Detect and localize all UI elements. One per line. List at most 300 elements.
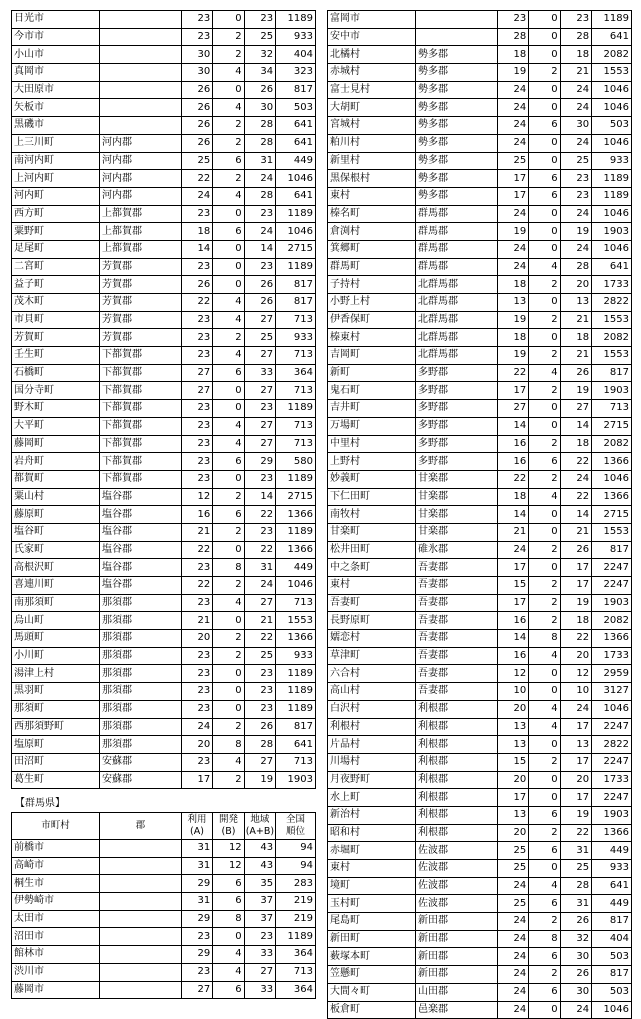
table-row: [12, 258, 316, 276]
national-rank-cell: 1189: [276, 523, 316, 541]
county-cell: 勢多郡: [416, 64, 498, 82]
table-row: [328, 736, 632, 754]
national-rank-cell: 503: [592, 117, 632, 135]
region-cell: 21: [560, 523, 591, 541]
county-cell: 塩谷郡: [100, 577, 182, 595]
municipality-cell: 黒羽町: [12, 683, 100, 701]
table-row: [328, 453, 632, 471]
county-cell: 勢多郡: [416, 152, 498, 170]
county-cell: 群馬郡: [416, 258, 498, 276]
region-cell: 17: [560, 789, 591, 807]
national-rank-cell: 817: [276, 276, 316, 294]
county-cell: 河内郡: [100, 134, 182, 152]
county-cell: 吾妻郡: [416, 683, 498, 701]
development-cell: 6: [529, 842, 560, 860]
municipality-cell: 湯津上村: [12, 665, 100, 683]
region-cell: 27: [244, 311, 275, 329]
header-usage: 利用 (A): [181, 813, 212, 840]
table-row: [328, 683, 632, 701]
table-row: [328, 311, 632, 329]
national-rank-cell: 1903: [592, 806, 632, 824]
table-row: [12, 647, 316, 665]
national-rank-cell: 933: [276, 28, 316, 46]
table-row: [328, 930, 632, 948]
usage-cell: 24: [497, 99, 528, 117]
table-row: [328, 541, 632, 559]
national-rank-cell: 713: [276, 753, 316, 771]
municipality-cell: 赤城村: [328, 64, 416, 82]
municipality-cell: 白沢村: [328, 700, 416, 718]
national-rank-cell: 219: [276, 893, 316, 911]
national-rank-cell: 1046: [592, 99, 632, 117]
region-cell: 22: [560, 630, 591, 648]
national-rank-cell: 1553: [592, 64, 632, 82]
usage-cell: 23: [181, 700, 212, 718]
region-cell: 26: [560, 364, 591, 382]
development-cell: 0: [529, 506, 560, 524]
table-row: [12, 28, 316, 46]
county-cell: 北群馬郡: [416, 294, 498, 312]
development-cell: 2: [529, 753, 560, 771]
county-cell: 下都賀郡: [100, 364, 182, 382]
usage-cell: 24: [497, 983, 528, 1001]
table-row: [328, 488, 632, 506]
usage-cell: 24: [497, 134, 528, 152]
usage-cell: 23: [181, 435, 212, 453]
municipality-cell: 田沼町: [12, 753, 100, 771]
usage-cell: 19: [497, 347, 528, 365]
usage-cell: 29: [181, 910, 212, 928]
county-cell: 甘楽郡: [416, 506, 498, 524]
development-cell: 4: [529, 700, 560, 718]
county-cell: [100, 981, 182, 999]
county-cell: 利根郡: [416, 806, 498, 824]
municipality-cell: 高山村: [328, 683, 416, 701]
national-rank-cell: 817: [276, 81, 316, 99]
development-cell: 0: [213, 258, 244, 276]
national-rank-cell: 713: [276, 963, 316, 981]
usage-cell: 13: [497, 736, 528, 754]
region-cell: 18: [560, 612, 591, 630]
county-cell: [100, 840, 182, 858]
county-cell: 利根郡: [416, 700, 498, 718]
development-cell: 2: [529, 824, 560, 842]
usage-cell: 26: [181, 99, 212, 117]
usage-cell: 20: [497, 824, 528, 842]
county-cell: [416, 11, 498, 29]
region-cell: 21: [560, 64, 591, 82]
development-cell: 6: [529, 983, 560, 1001]
usage-cell: 22: [181, 577, 212, 595]
county-cell: 利根郡: [416, 771, 498, 789]
national-rank-cell: 1733: [592, 276, 632, 294]
county-cell: 佐波郡: [416, 860, 498, 878]
county-cell: 那須郡: [100, 612, 182, 630]
national-rank-cell: 1189: [592, 170, 632, 188]
table-row: [12, 577, 316, 595]
table-row: [12, 11, 316, 29]
usage-cell: 26: [181, 81, 212, 99]
municipality-cell: 南河内町: [12, 152, 100, 170]
header-municipality: 市町村: [12, 813, 100, 840]
usage-cell: 17: [181, 771, 212, 789]
development-cell: 4: [213, 946, 244, 964]
region-cell: 34: [244, 64, 275, 82]
usage-cell: 18: [181, 223, 212, 241]
development-cell: 0: [529, 417, 560, 435]
table-row: [328, 417, 632, 435]
development-cell: 4: [213, 99, 244, 117]
development-cell: 2: [529, 913, 560, 931]
usage-cell: 16: [497, 453, 528, 471]
municipality-cell: 高根沢町: [12, 559, 100, 577]
usage-cell: 30: [181, 64, 212, 82]
county-cell: 利根郡: [416, 718, 498, 736]
municipality-cell: 月夜野町: [328, 771, 416, 789]
county-cell: 甘楽郡: [416, 523, 498, 541]
national-rank-cell: 641: [592, 258, 632, 276]
municipality-cell: 中之条町: [328, 559, 416, 577]
municipality-cell: 日光市: [12, 11, 100, 29]
county-cell: 那須郡: [100, 683, 182, 701]
national-rank-cell: 1553: [592, 523, 632, 541]
region-cell: 27: [244, 435, 275, 453]
table-row: [12, 294, 316, 312]
region-cell: 27: [244, 347, 275, 365]
county-cell: [100, 857, 182, 875]
municipality-cell: 利根村: [328, 718, 416, 736]
region-cell: 23: [244, 928, 275, 946]
county-cell: 利根郡: [416, 789, 498, 807]
region-cell: 28: [244, 187, 275, 205]
usage-cell: 23: [181, 400, 212, 418]
region-cell: 31: [560, 842, 591, 860]
usage-cell: 25: [497, 860, 528, 878]
national-rank-cell: 449: [592, 842, 632, 860]
national-rank-cell: 1733: [592, 647, 632, 665]
table-row: [328, 806, 632, 824]
gunma-heading: 【群馬県】: [15, 798, 65, 809]
development-cell: 4: [213, 347, 244, 365]
national-rank-cell: 1189: [592, 187, 632, 205]
national-rank-cell: 2247: [592, 559, 632, 577]
municipality-cell: 野木町: [12, 400, 100, 418]
municipality-cell: 館林市: [12, 946, 100, 964]
municipality-cell: 松井田町: [328, 541, 416, 559]
region-cell: 23: [244, 683, 275, 701]
table-row: [328, 187, 632, 205]
gunma-table-body: [12, 840, 316, 999]
development-cell: 4: [213, 294, 244, 312]
table-row: [328, 64, 632, 82]
county-cell: 塩谷郡: [100, 559, 182, 577]
development-cell: 8: [213, 910, 244, 928]
municipality-cell: 烏山町: [12, 612, 100, 630]
municipality-cell: 倉渕村: [328, 223, 416, 241]
county-cell: 上都賀郡: [100, 205, 182, 223]
region-cell: 26: [244, 294, 275, 312]
county-cell: 芳賀郡: [100, 329, 182, 347]
table-row: [12, 46, 316, 64]
county-cell: 下都賀郡: [100, 382, 182, 400]
table-row: [12, 893, 316, 911]
national-rank-cell: 641: [276, 134, 316, 152]
region-cell: 23: [244, 523, 275, 541]
county-cell: 那須郡: [100, 647, 182, 665]
usage-cell: 21: [497, 523, 528, 541]
national-rank-cell: 641: [592, 877, 632, 895]
region-cell: 23: [244, 400, 275, 418]
development-cell: 2: [529, 541, 560, 559]
usage-cell: 24: [181, 187, 212, 205]
national-rank-cell: 817: [276, 294, 316, 312]
table-row: [12, 311, 316, 329]
region-cell: 31: [560, 895, 591, 913]
development-cell: 12: [213, 840, 244, 858]
development-cell: 0: [213, 205, 244, 223]
region-cell: 26: [560, 541, 591, 559]
development-cell: 2: [529, 64, 560, 82]
development-cell: 6: [213, 875, 244, 893]
municipality-cell: 玉村町: [328, 895, 416, 913]
county-cell: 那須郡: [100, 736, 182, 754]
table-row: [12, 946, 316, 964]
national-rank-cell: 503: [592, 948, 632, 966]
development-cell: 4: [529, 647, 560, 665]
region-cell: 28: [244, 134, 275, 152]
region-cell: 24: [244, 170, 275, 188]
municipality-cell: 上河内町: [12, 170, 100, 188]
municipality-cell: 高崎市: [12, 857, 100, 875]
national-rank-cell: 1903: [592, 382, 632, 400]
county-cell: 北群馬郡: [416, 276, 498, 294]
table-row: [328, 329, 632, 347]
municipality-cell: 小山市: [12, 46, 100, 64]
table-row: [12, 594, 316, 612]
usage-cell: 23: [181, 311, 212, 329]
county-cell: 新田郡: [416, 948, 498, 966]
county-cell: [100, 928, 182, 946]
development-cell: 0: [529, 329, 560, 347]
national-rank-cell: 580: [276, 453, 316, 471]
usage-cell: 15: [497, 577, 528, 595]
region-cell: 28: [560, 258, 591, 276]
county-cell: [100, 99, 182, 117]
county-cell: [100, 28, 182, 46]
municipality-cell: 榛東村: [328, 329, 416, 347]
region-cell: 24: [244, 223, 275, 241]
county-cell: [100, 946, 182, 964]
municipality-cell: 北橘村: [328, 46, 416, 64]
region-cell: 27: [244, 963, 275, 981]
municipality-cell: 六合村: [328, 665, 416, 683]
development-cell: 0: [529, 771, 560, 789]
usage-cell: 20: [497, 771, 528, 789]
region-cell: 22: [244, 506, 275, 524]
header-county: 郡: [100, 813, 182, 840]
national-rank-cell: 2247: [592, 789, 632, 807]
usage-cell: 19: [497, 223, 528, 241]
municipality-cell: 市貝町: [12, 311, 100, 329]
usage-cell: 24: [497, 948, 528, 966]
region-cell: 18: [560, 435, 591, 453]
national-rank-cell: 1046: [592, 240, 632, 258]
usage-cell: 27: [181, 981, 212, 999]
development-cell: 0: [529, 523, 560, 541]
municipality-cell: 藤原町: [12, 506, 100, 524]
county-cell: 勢多郡: [416, 117, 498, 135]
region-cell: 25: [244, 28, 275, 46]
region-cell: 24: [560, 134, 591, 152]
county-cell: [100, 117, 182, 135]
development-cell: 4: [213, 753, 244, 771]
usage-cell: 17: [497, 382, 528, 400]
usage-cell: 25: [497, 842, 528, 860]
table-row: [12, 382, 316, 400]
table-row: [12, 187, 316, 205]
usage-cell: 19: [497, 64, 528, 82]
national-rank-cell: 449: [592, 895, 632, 913]
municipality-cell: 塩原町: [12, 736, 100, 754]
development-cell: 2: [213, 647, 244, 665]
municipality-cell: 真岡市: [12, 64, 100, 82]
table-row: [328, 647, 632, 665]
table-row: [12, 400, 316, 418]
county-cell: [100, 875, 182, 893]
county-cell: 北群馬郡: [416, 329, 498, 347]
table-row: [328, 718, 632, 736]
county-cell: 利根郡: [416, 753, 498, 771]
usage-cell: 24: [497, 81, 528, 99]
municipality-cell: 黒磯市: [12, 117, 100, 135]
development-cell: 2: [529, 347, 560, 365]
county-cell: 吾妻郡: [416, 647, 498, 665]
development-cell: 4: [213, 187, 244, 205]
table-row: [328, 117, 632, 135]
table-row: [328, 276, 632, 294]
region-cell: 22: [560, 824, 591, 842]
municipality-cell: 喜連川町: [12, 577, 100, 595]
county-cell: 塩谷郡: [100, 488, 182, 506]
county-cell: 群馬郡: [416, 205, 498, 223]
national-rank-cell: 1046: [592, 81, 632, 99]
national-rank-cell: 933: [276, 329, 316, 347]
development-cell: 2: [213, 577, 244, 595]
region-cell: 26: [244, 276, 275, 294]
region-cell: 27: [560, 400, 591, 418]
usage-cell: 24: [497, 205, 528, 223]
region-cell: 21: [244, 612, 275, 630]
county-cell: [100, 11, 182, 29]
county-cell: 芳賀郡: [100, 311, 182, 329]
usage-cell: 26: [181, 117, 212, 135]
development-cell: 2: [213, 28, 244, 46]
development-cell: 0: [529, 28, 560, 46]
municipality-cell: 片品村: [328, 736, 416, 754]
header-national-rank: 全国 順位: [276, 813, 316, 840]
municipality-cell: 葛生町: [12, 771, 100, 789]
county-cell: 那須郡: [100, 665, 182, 683]
region-cell: 24: [560, 205, 591, 223]
national-rank-cell: 283: [276, 875, 316, 893]
table-row: [12, 700, 316, 718]
national-rank-cell: 2822: [592, 294, 632, 312]
usage-cell: 24: [497, 930, 528, 948]
development-cell: 2: [529, 594, 560, 612]
table-row: [12, 910, 316, 928]
table-row: [328, 789, 632, 807]
county-cell: 多野郡: [416, 382, 498, 400]
development-cell: 2: [213, 488, 244, 506]
municipality-cell: 境町: [328, 877, 416, 895]
region-cell: 30: [560, 117, 591, 135]
usage-cell: 22: [497, 470, 528, 488]
usage-cell: 23: [181, 347, 212, 365]
table-row: [12, 81, 316, 99]
national-rank-cell: 817: [592, 913, 632, 931]
municipality-cell: 大胡町: [328, 99, 416, 117]
national-rank-cell: 1189: [276, 400, 316, 418]
region-cell: 27: [244, 753, 275, 771]
region-cell: 19: [244, 771, 275, 789]
region-cell: 13: [560, 294, 591, 312]
usage-cell: 24: [497, 913, 528, 931]
right-table: [327, 10, 632, 1019]
region-cell: 25: [560, 860, 591, 878]
municipality-cell: 粕川村: [328, 134, 416, 152]
county-cell: 新田郡: [416, 913, 498, 931]
county-cell: 山田郡: [416, 983, 498, 1001]
municipality-cell: 南那須町: [12, 594, 100, 612]
national-rank-cell: 2715: [592, 506, 632, 524]
municipality-cell: 群馬町: [328, 258, 416, 276]
county-cell: 勢多郡: [416, 170, 498, 188]
development-cell: 8: [213, 736, 244, 754]
national-rank-cell: 1366: [592, 630, 632, 648]
municipality-cell: 赤堀町: [328, 842, 416, 860]
county-cell: 勢多郡: [416, 187, 498, 205]
table-row: [12, 470, 316, 488]
municipality-cell: 前橋市: [12, 840, 100, 858]
development-cell: 6: [213, 981, 244, 999]
usage-cell: 23: [181, 928, 212, 946]
county-cell: 吾妻郡: [416, 577, 498, 595]
table-row: [328, 665, 632, 683]
table-row: [328, 771, 632, 789]
development-cell: 6: [529, 170, 560, 188]
municipality-cell: 下仁田町: [328, 488, 416, 506]
county-cell: 吾妻郡: [416, 594, 498, 612]
usage-cell: 27: [497, 400, 528, 418]
development-cell: 4: [213, 417, 244, 435]
county-cell: 甘楽郡: [416, 488, 498, 506]
county-cell: 多野郡: [416, 364, 498, 382]
municipality-cell: 桐生市: [12, 875, 100, 893]
national-rank-cell: 503: [592, 983, 632, 1001]
usage-cell: 24: [497, 966, 528, 984]
region-cell: 23: [560, 170, 591, 188]
national-rank-cell: 94: [276, 840, 316, 858]
municipality-cell: 長野原町: [328, 612, 416, 630]
county-cell: 新田郡: [416, 966, 498, 984]
table-row: [12, 134, 316, 152]
region-cell: 37: [244, 910, 275, 928]
national-rank-cell: 817: [592, 541, 632, 559]
national-rank-cell: 1189: [276, 683, 316, 701]
region-cell: 23: [560, 11, 591, 29]
national-rank-cell: 2082: [592, 46, 632, 64]
region-cell: 22: [244, 630, 275, 648]
